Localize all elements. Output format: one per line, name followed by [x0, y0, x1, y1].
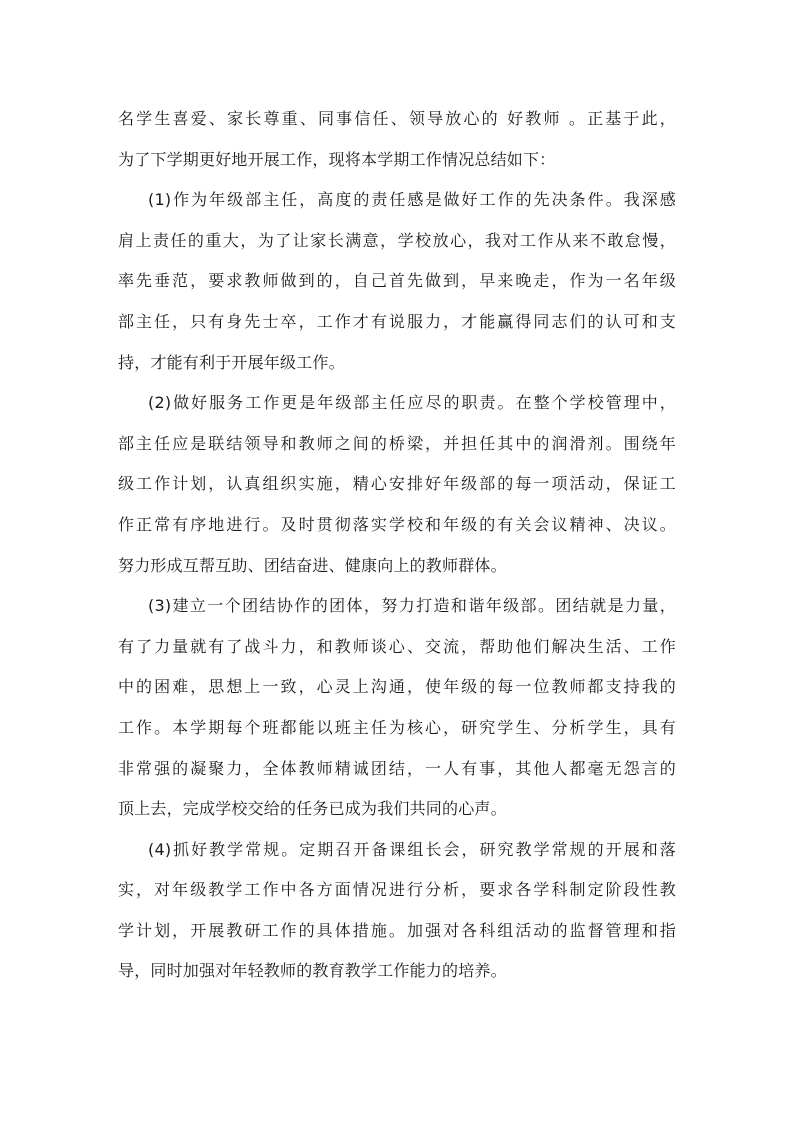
text-line: 有了力量就有了战斗力，和教师谈心、交流，帮助他们解决生活、工作 [118, 636, 676, 656]
text-line: 学计划，开展教研工作的具体措施。加强对各科组活动的监督管理和指 [118, 920, 676, 940]
text-line: 部主任应是联结领导和教师之间的桥梁，并担任其中的润滑剂。围绕年 [118, 433, 676, 453]
text-line: 为了下学期更好地开展工作，现将本学期工作情况总结如下： [118, 149, 556, 169]
text-line: 努力形成互帮互助、团结奋进、健康向上的教师群体。 [118, 555, 507, 575]
text-line: 率先垂范，要求教师做到的，自己首先做到，早来晚走，作为一名年级 [118, 271, 676, 291]
text-line: 持，才能有利于开展年级工作。 [118, 352, 345, 372]
text-line: 顶上去，完成学校交给的任务已成为我们共同的心声。 [118, 799, 507, 819]
text-line: 作正常有序地进行。及时贯彻落实学校和年级的有关会议精神、决议。 [118, 514, 676, 534]
text-line: 名学生喜爱、家长尊重、同事信任、领导放心的 好教师 。正基于此， [118, 109, 676, 128]
paragraph-first-line: (2)做好服务工作更是年级部主任应尽的职责。在整个学校管理中， [148, 393, 676, 413]
text-line: 部主任，只有身先士卒，工作才有说服力，才能赢得同志们的认可和支 [118, 311, 676, 331]
paragraph-first-line: (4)抓好教学常规。定期召开备课组长会，研究教学常规的开展和落 [148, 839, 676, 859]
text-line: 实，对年级教学工作中各方面情况进行分析，要求各学科制定阶段性教 [118, 880, 676, 900]
text-line: 级工作计划，认真组织实施，精心安排好年级部的每一项活动，保证工 [118, 474, 676, 494]
text-line: 非常强的凝聚力，全体教师精诚团结，一人有事，其他人都毫无怨言的 [118, 758, 676, 778]
paragraph-first-line: (1)作为年级部主任，高度的责任感是做好工作的先决条件。我深感 [148, 190, 676, 210]
document-body [118, 99, 676, 992]
text-line: 工作。本学期每个班都能以班主任为核心，研究学生、分析学生，具有 [118, 717, 676, 737]
text-line: 肩上责任的重大，为了让家长满意，学校放心，我对工作从来不敢怠慢， [118, 230, 676, 250]
paragraph-first-line: (3)建立一个团结协作的团体，努力打造和谐年级部。团结就是力量， [148, 596, 676, 616]
text-line: 导，同时加强对年轻教师的教育教学工作能力的培养。 [118, 961, 507, 981]
text-line: 中的困难，思想上一致，心灵上沟通，使年级的每一位教师都支持我的 [118, 677, 676, 697]
